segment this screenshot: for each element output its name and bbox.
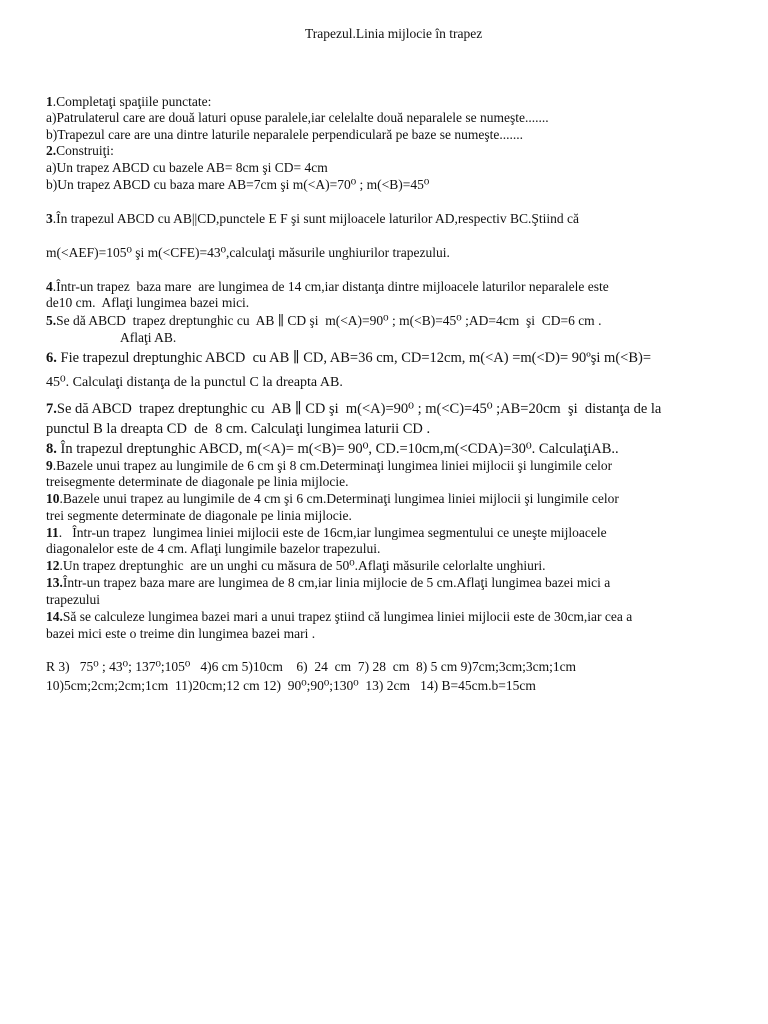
answers-line-2: 10)5cm;2cm;2cm;1cm 11)20cm;12 cm 12) 90⁰;90⁰;130⁰ 13) 2cm 14) B=45cm.b=15cm — [46, 678, 536, 693]
exercise-text: .Completaţi spaţiile punctate: — [52, 94, 212, 109]
exercise-text: Construiţi: — [56, 143, 114, 158]
exercise-13-line-2: trapezului — [46, 592, 100, 607]
exercise-1-line-2: a)Patrulaterul care are două laturi opuse paralele,iar celelalte două neparalele se numeşte....... — [46, 110, 549, 125]
exercise-7 — [46, 401, 661, 418]
exercise-number: 1 — [46, 94, 53, 109]
answers-line-1: R 3) 75⁰ ; 43⁰; 137⁰;105⁰ 4)6 cm 5)10cm 6) 24 cm 7) 28 cm 8) 5 cm 9)7cm;3cm;3cm;1cm — [46, 659, 577, 674]
exercise-number: 9 — [46, 458, 53, 473]
exercise-10-line-2: trei segmente determinate de diagonale pe linia mijlocie. — [46, 508, 352, 523]
exercise-text: .Bazele unui trapez au lungimile de 6 cm şi 8 cm.Determinaţi lungimea liniei mijlocii şi lungimile celor — [52, 458, 613, 473]
exercise-11 — [46, 525, 607, 541]
exercise-text: .În trapezul ABCD cu AB||CD,punctele E F şi sunt mijloacele laturilor AD,respectiv BC.Ştiind că — [52, 211, 579, 226]
exercise-text: . Într-un trapez lungimea liniei mijlocii este de 16cm,iar lungimea segmentului ce uneşte mijloacele — [58, 525, 607, 540]
exercise-number: 8. — [46, 441, 57, 457]
exercise-number: 5. — [46, 313, 57, 328]
exercise-12 — [46, 558, 546, 574]
exercise-text: Fie trapezul dreptunghic ABCD cu AB ∥ CD, AB=36 cm, CD=12cm, m(<A) =m(<D)= 90ºşi m(<B)= — [56, 350, 652, 366]
exercise-text: .Un trapez dreptunghic are un unghi cu măsura de 50⁰.Aflaţi măsurile celorlalte unghiuri. — [59, 558, 546, 573]
exercise-5 — [46, 313, 601, 329]
exercise-text: Să se calculeze lungimea bazei mari a unui trapez ştiind că lungimea liniei mijlocii este de 30cm,iar cea a — [62, 609, 633, 624]
exercise-14 — [46, 609, 632, 625]
exercise-number: 2. — [46, 143, 57, 158]
exercise-text: .Într-un trapez baza mare are lungimea de 14 cm,iar distanţa dintre mijloacele laturilor neparalele este — [52, 279, 609, 294]
exercise-number: 10 — [46, 491, 60, 506]
exercise-6-line-2: 45⁰. Calculaţi distanţa de la punctul C la dreapta AB. — [46, 375, 343, 390]
exercise-14-line-2: bazei mici este o treime din lungimea bazei mari . — [46, 626, 316, 641]
exercise-3-line-2: m(<AEF)=105⁰ şi m(<CFE)=43⁰,calculaţi măsurile unghiurilor trapezului. — [46, 245, 450, 260]
exercise-4 — [46, 279, 609, 295]
exercise-number: 3 — [46, 211, 53, 226]
exercise-7-line-2: punctul B la dreapta CD de 8 cm. Calculaţi lungimea laturii CD . — [46, 421, 431, 437]
exercise-10 — [46, 491, 619, 507]
exercise-text: Se dă ABCD trapez dreptunghic cu AB ∥ CD şi m(<A)=90⁰ ; m(<C)=45⁰ ;AB=20cm şi distanţa de la — [56, 401, 662, 417]
exercise-number: 14. — [46, 609, 63, 624]
exercise-8 — [46, 441, 619, 458]
exercise-text: Se dă ABCD trapez dreptunghic cu AB ∥ CD şi m(<A)=90⁰ ; m(<B)=45⁰ ;AD=4cm şi CD=6 cm . — [56, 313, 602, 328]
exercise-5-line-2: Aflaţi AB. — [120, 330, 177, 345]
exercise-text: În trapezul dreptunghic ABCD, m(<A)= m(<B)= 90⁰, CD.=10cm,m(<CDA)=30⁰. CalculaţiAB.. — [56, 441, 619, 457]
exercise-number: 7. — [46, 401, 57, 417]
exercise-2-line-2: a)Un trapez ABCD cu bazele AB= 8cm şi CD= 4cm — [46, 160, 328, 175]
exercise-6 — [46, 350, 651, 367]
exercise-2 — [46, 143, 114, 159]
exercise-3 — [46, 211, 579, 227]
exercise-number: 12 — [46, 558, 60, 573]
exercise-text: .Bazele unui trapez au lungimile de 4 cm şi 6 cm.Determinaţi lungimea liniei mijlocii şi lungimile celor — [59, 491, 619, 506]
exercise-2-line-3: b)Un trapez ABCD cu baza mare AB=7cm şi m(<A)=70⁰ ; m(<B)=45⁰ — [46, 177, 430, 192]
exercise-number: 4 — [46, 279, 53, 294]
exercise-1 — [46, 94, 211, 110]
exercise-9-line-2: treisegmente determinate de diagonale pe linia mijlocie. — [46, 474, 349, 489]
exercise-13 — [46, 575, 610, 591]
exercise-number: 11 — [46, 525, 59, 540]
exercise-11-line-2: diagonalelor este de 4 cm. Aflaţi lungimile bazelor trapezului. — [46, 541, 381, 556]
exercise-number: 13. — [46, 575, 63, 590]
exercise-1-line-3: b)Trapezul care are una dintre laturile neparalele perpendiculară pe baze se numeşte....... — [46, 127, 524, 142]
exercise-number: 6. — [46, 350, 57, 366]
exercise-4-line-2: de10 cm. Aflaţi lungimea bazei mici. — [46, 295, 250, 310]
worksheet-title: Trapezul.Linia mijlocie în trapez — [305, 26, 483, 41]
exercise-9 — [46, 458, 612, 474]
exercise-text: Într-un trapez baza mare are lungimea de 8 cm,iar linia mijlocie de 5 cm.Aflaţi lungimea bazei mici a — [62, 575, 611, 590]
